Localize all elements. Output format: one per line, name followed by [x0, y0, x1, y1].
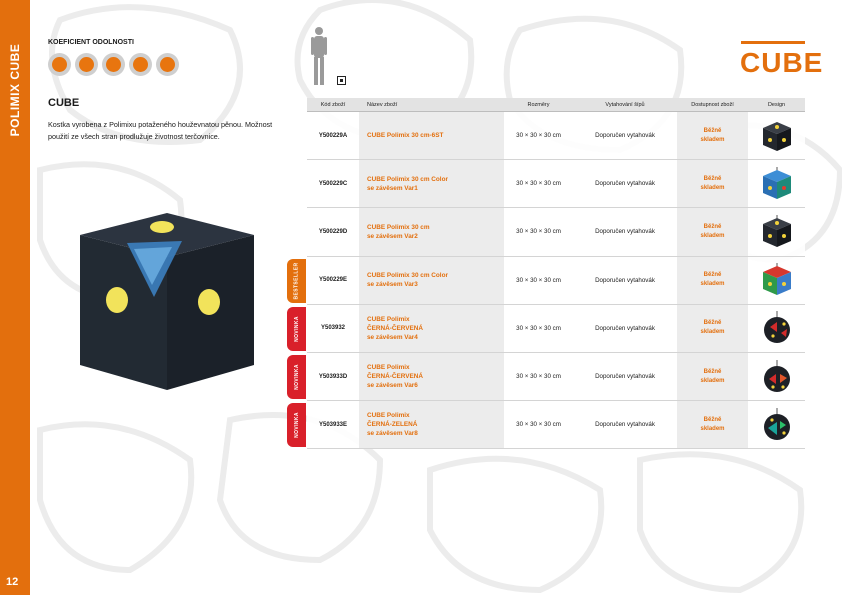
black-cube-yellow-dots-icon: [760, 119, 794, 153]
product-stock: Běžně skladem: [677, 401, 748, 448]
product-name: CUBE Polimix 30 cm Color se závěsem Var3: [359, 257, 504, 304]
product-extract: Doporučen vytahovák: [595, 228, 655, 236]
product-dims: 30 × 30 × 30 cm: [516, 228, 561, 236]
product-stock: Běžně skladem: [677, 208, 748, 255]
product-name: CUBE Polimix 30 cm se závěsem Var2: [359, 208, 504, 255]
product-stock: Běžně skladem: [677, 305, 748, 352]
design-cell: [748, 160, 805, 207]
black-green-ball-icon: [760, 408, 794, 442]
table-row: [307, 160, 805, 208]
product-dims: 30 × 30 × 30 cm: [516, 421, 561, 429]
product-dims: 30 × 30 × 30 cm: [516, 373, 561, 381]
product-code: Y500229C: [318, 180, 348, 187]
product-code: Y503933E: [318, 421, 348, 428]
table-row: [293, 305, 805, 353]
product-code: Y500229D: [318, 228, 348, 235]
table-row: [293, 353, 805, 401]
new-badge: NOVINKA: [287, 307, 306, 351]
side-title: POLIMIX CUBE: [8, 43, 22, 137]
design-cell: [748, 257, 805, 304]
header-extract: Vytahování šípů: [605, 101, 645, 108]
design-cell: [748, 353, 805, 400]
brand-accent-bar: [741, 41, 805, 44]
new-badge: NOVINKA: [287, 403, 306, 447]
rating-dot-icon: [156, 53, 179, 76]
product-code: Y500229A: [318, 132, 348, 139]
new-badge: NOVINKA: [287, 355, 306, 399]
product-name: CUBE Polimix 30 cm Color se závěsem Var1: [359, 160, 504, 207]
rating-dot-icon: [75, 53, 98, 76]
product-dims: 30 × 30 × 30 cm: [516, 180, 561, 188]
design-cell: [748, 401, 805, 448]
product-name: CUBE Polimix 30 cm-6ST: [359, 112, 504, 159]
rating-dot-icon: [129, 53, 152, 76]
page-number: 12: [6, 576, 19, 588]
design-cell: [748, 305, 805, 352]
header-dims: Rozměry: [527, 101, 550, 108]
cube-product-photo: [72, 205, 262, 395]
header-name: Název zboží: [367, 101, 398, 108]
color-cube-multicolor-icon: [760, 263, 794, 297]
product-extract: Doporučen vytahovák: [595, 324, 655, 332]
product-extract: Doporučen vytahovák: [595, 421, 655, 429]
product-table: [293, 98, 805, 449]
color-cube-blue-icon: [760, 167, 794, 201]
black-red-ball-icon: [760, 311, 794, 345]
brand-name: CUBE: [740, 47, 824, 78]
product-extract: Doporučen vytahovák: [595, 373, 655, 381]
product-dims: 30 × 30 × 30 cm: [516, 324, 561, 332]
table-row: [293, 257, 805, 305]
table-row: [307, 112, 805, 160]
table-row: [293, 401, 805, 449]
product-code: Y503933D: [318, 373, 348, 380]
table-row: [307, 208, 805, 256]
product-stock: Běžně skladem: [677, 353, 748, 400]
product-name: CUBE Polimix ČERNÁ-ZELENÁ se závěsem Var8: [359, 401, 504, 448]
product-extract: Doporučen vytahovák: [595, 276, 655, 284]
table-header: [307, 98, 805, 112]
product-stock: Běžně skladem: [677, 112, 748, 159]
header-stock: Dostupnost zboží: [691, 101, 734, 108]
black-red-ball-icon: [760, 360, 794, 394]
product-code: Y500229E: [318, 277, 348, 284]
design-cell: [748, 208, 805, 255]
person-scale-icon: [308, 26, 330, 86]
design-cell: [748, 112, 805, 159]
product-dims: 30 × 30 × 30 cm: [516, 132, 561, 140]
product-dims: 30 × 30 × 30 cm: [516, 276, 561, 284]
product-title: CUBE: [48, 97, 80, 109]
product-extract: Doporučen vytahovák: [595, 132, 655, 140]
product-code: Y503932: [320, 325, 346, 332]
product-name: CUBE Polimix ČERNÁ-ČERVENÁ se závěsem Var4: [359, 305, 504, 352]
header-code: Kód zboží: [320, 101, 346, 108]
header-design: Design: [767, 101, 786, 108]
rating-dot-icon: [102, 53, 125, 76]
rating-dot-icon: [48, 53, 71, 76]
cube-scale-icon: [337, 76, 346, 85]
resistance-rating: [48, 53, 179, 76]
product-stock: Běžně skladem: [677, 160, 748, 207]
product-stock: Běžně skladem: [677, 257, 748, 304]
product-description: Kostka vyrobena z Polimixu potaženého houževnatou pěnou. Možnost použití ze všech stran prodlužuje životnost terčovnice.: [48, 120, 273, 141]
black-cube-hanging-icon: [760, 215, 794, 249]
bestseller-badge: BESTSELLER: [287, 259, 306, 303]
product-extract: Doporučen vytahovák: [595, 180, 655, 188]
resistance-label: KOEFICIENT ODOLNOSTI: [48, 39, 134, 46]
product-name: CUBE Polimix ČERNÁ-ČERVENÁ se závěsem Var6: [359, 353, 504, 400]
